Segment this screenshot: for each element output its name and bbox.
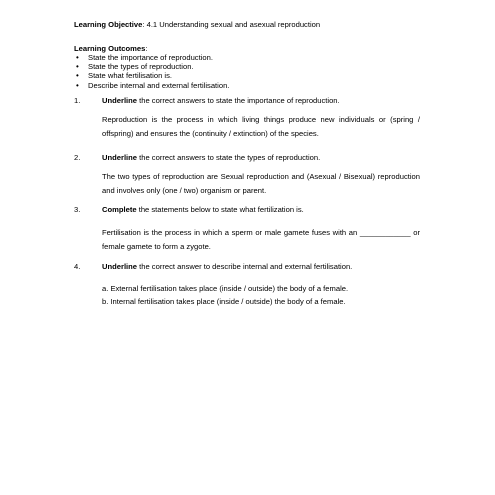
question-number: 4. bbox=[74, 262, 81, 271]
question-body: Fertilisation is the process in which a sperm or male gamete fuses with an ____________ or female gamete to form a zygote. bbox=[102, 228, 420, 251]
question-number: 2. bbox=[74, 153, 81, 162]
learning-objective bbox=[74, 20, 320, 29]
question-instruction: Underline the correct answers to state the importance of reproduction. bbox=[102, 96, 340, 105]
question-instruction: Complete the statements below to state what fertilization is. bbox=[102, 205, 304, 214]
learning-objective-text: : 4.1 Understanding sexual and asexual reproduction bbox=[142, 20, 321, 29]
learning-outcomes-list bbox=[74, 53, 229, 90]
question-instruction: Underline the correct answer to describe internal and external fertilisation. bbox=[102, 262, 353, 271]
answer-line-a: a. External fertilisation takes place (inside / outside) the body of a female. bbox=[102, 284, 349, 293]
instruction-verb: Underline bbox=[102, 153, 138, 162]
question-number: 3. bbox=[74, 205, 81, 214]
learning-outcome-item: • Describe internal and external fertilisation. bbox=[74, 81, 229, 90]
instruction-verb: Underline bbox=[102, 96, 138, 105]
question-instruction: Underline the correct answers to state the types of reproduction. bbox=[102, 153, 321, 162]
learning-outcome-item: • State what fertilisation is. bbox=[74, 71, 229, 80]
answer-line-b: b. Internal fertilisation takes place (inside / outside) the body of a female. bbox=[102, 297, 346, 306]
learning-outcome-item: • State the types of reproduction. bbox=[74, 62, 229, 71]
learning-outcome-item: • State the importance of reproduction. bbox=[74, 53, 229, 62]
learning-objective-label: Learning Objective bbox=[74, 20, 143, 29]
question-body: Reproduction is the process in which living things produce new individuals or (spring / offspring) and ensures the (continuity / extinction) of the species. bbox=[102, 115, 420, 138]
question-body bbox=[102, 282, 420, 308]
learning-outcomes-title: Learning Outcomes: bbox=[74, 44, 148, 53]
question-number: 1. bbox=[74, 96, 81, 105]
question-body: The two types of reproduction are Sexual reproduction and (Asexual / Bisexual) reproduction and involves only (one / two) organism or parent. bbox=[102, 172, 420, 195]
instruction-verb: Underline bbox=[102, 262, 138, 271]
instruction-verb: Complete bbox=[102, 205, 137, 214]
